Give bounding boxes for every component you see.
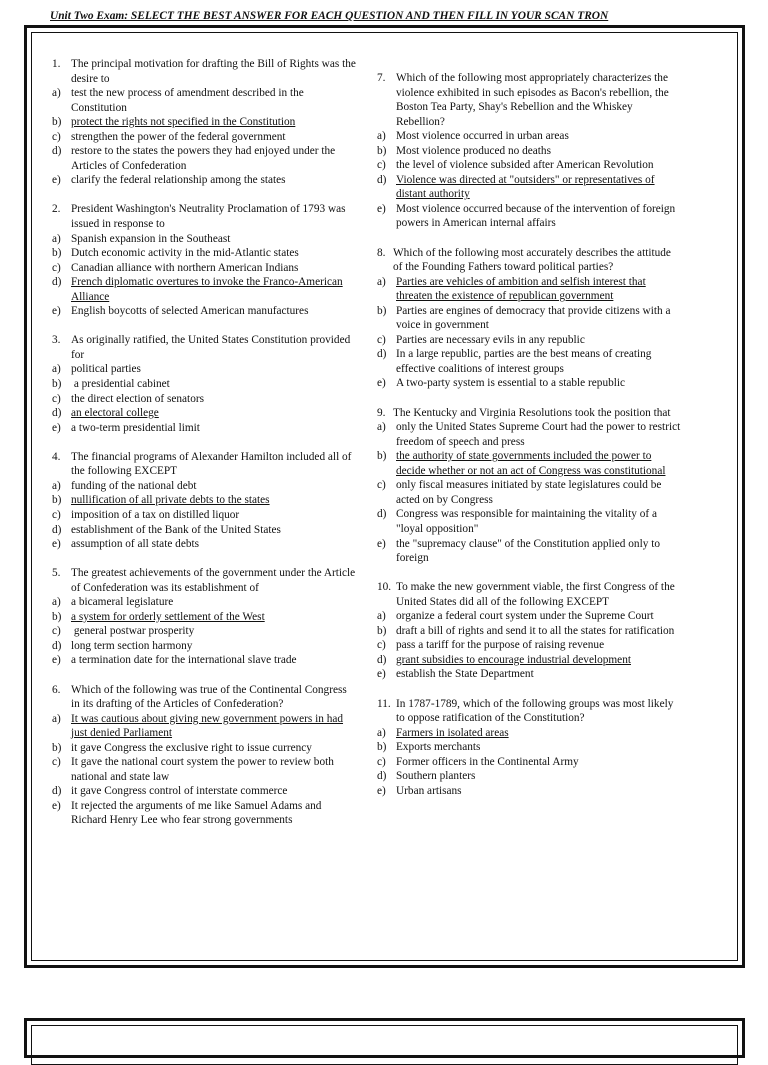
question-stem: Which of the following most appropriately characterizes the violence exhibited in such episodes as Bacon's rebellion, the Boston Tea Party, Shay's Rebellion and the Whiskey Rebellion? xyxy=(396,72,669,128)
question-2 xyxy=(52,202,358,318)
underlined-answer: French diplomatic overtures to invoke the Franco-American Alliance xyxy=(71,276,343,303)
question-9 xyxy=(377,406,683,566)
option-d: d) In a large republic, parties are the best means of creating effective coalitions of interest groups xyxy=(377,348,652,375)
option-a: a) Most violence occurred in urban areas xyxy=(377,130,569,143)
question-number: 4. xyxy=(52,450,61,463)
question-1 xyxy=(52,57,358,188)
option-b: b) Dutch economic activity in the mid-Atlantic states xyxy=(52,247,299,260)
question-number: 10. xyxy=(377,581,392,594)
question-11 xyxy=(377,697,683,799)
option-a: a) Farmers in isolated areas xyxy=(377,726,509,739)
question-number: 7. xyxy=(377,72,386,84)
option-e: e) Most violence occurred because of the intervention of foreign powers in American internal affairs xyxy=(377,202,676,230)
option-e: e) English boycotts of selected American manufactures xyxy=(52,305,309,318)
question-number: 8. xyxy=(377,246,386,259)
option-a: a) Parties are vehicles of ambition and selfish interest that threaten the existence of republican government xyxy=(377,275,646,303)
option-a: a) It was cautious about giving new government powers in had just denied Parliament xyxy=(52,712,344,740)
underlined-answer: the authority of state governments included the power to decide whether or not an act of Congress was constitutional xyxy=(396,450,666,477)
question-number: 2. xyxy=(52,203,61,216)
option-c: c) strengthen the power of the federal government xyxy=(52,130,286,143)
option-c: c) only fiscal measures initiated by state legislatures could be acted on by Congress xyxy=(377,479,662,506)
option-d: d) establishment of the Bank of the United States xyxy=(52,523,281,536)
question-stem: The greatest achievements of the government under the Article of Confederation was its establishment of xyxy=(71,567,356,594)
option-b: b) protect the rights not specified in the Constitution xyxy=(52,116,296,129)
underlined-answer: It was cautious about giving new government powers in had just denied Parliament xyxy=(71,712,344,740)
option-b: b) a system for orderly settlement of the West xyxy=(52,610,265,623)
question-stem: The financial programs of Alexander Hamilton included all of the following EXCEPT xyxy=(71,450,352,478)
option-a: a) funding of the national debt xyxy=(52,479,197,492)
option-e: e) assumption of all state debts xyxy=(52,538,200,551)
option-d: d) Violence was directed at "outsiders" or representatives of distant authority xyxy=(377,173,655,201)
option-a: a) only the United States Supreme Court had the power to restrict freedom of speech and press xyxy=(377,421,681,448)
question-stem: The principal motivation for drafting the Bill of Rights was the desire to xyxy=(71,58,356,85)
question-stem: As originally ratified, the United States Constitution provided for xyxy=(71,334,351,361)
question-stem: Which of the following was true of the Continental Congress in its drafting of the Articles of Confederation? xyxy=(71,683,347,711)
option-d: d) French diplomatic overtures to invoke the Franco-American Alliance xyxy=(52,276,343,303)
exam-header: Unit Two Exam: SELECT THE BEST ANSWER FOR EACH QUESTION AND THEN FILL IN YOUR SCAN TRON xyxy=(50,10,609,22)
option-c: c) Canadian alliance with northern American Indians xyxy=(52,261,299,274)
option-d: d) long term section harmony xyxy=(52,639,193,652)
question-6 xyxy=(52,683,358,828)
option-d: d) Southern planters xyxy=(377,770,476,783)
option-e: e) establish the State Department xyxy=(377,668,534,681)
option-d: d) it gave Congress control of interstate commerce xyxy=(52,785,288,798)
option-d: d) restore to the states the powers they had enjoyed under the Articles of Confederation xyxy=(52,145,336,172)
question-10 xyxy=(377,580,683,682)
option-d: d) grant subsidies to encourage industrial development xyxy=(377,653,631,666)
question-stem: In 1787-1789, which of the following groups was most likely to oppose ratification of the Constitution? xyxy=(396,697,674,725)
option-e: e) a two-term presidential limit xyxy=(52,421,200,434)
option-a: a) Spanish expansion in the Southeast xyxy=(52,232,231,245)
option-b: b) a presidential cabinet xyxy=(52,378,170,391)
option-c: c) pass a tariff for the purpose of raising revenue xyxy=(377,639,605,652)
underlined-answer: Parties are vehicles of ambition and selfish interest that threaten the existence of republican government xyxy=(396,275,646,303)
left-column xyxy=(52,57,358,843)
question-stem: To make the new government viable, the first Congress of the United States did all of the following EXCEPT xyxy=(396,581,675,608)
option-c: c) general postwar prosperity xyxy=(52,625,195,638)
option-c: c) Former officers in the Continental Army xyxy=(377,755,579,768)
underlined-answer: Violence was directed at "outsiders" or representatives of distant authority xyxy=(396,173,655,201)
option-c: c) the level of violence subsided after American Revolution xyxy=(377,159,654,172)
underlined-answer: nullification of all private debts to the states xyxy=(71,494,270,507)
option-e: e) the "supremacy clause" of the Constitution applied only to foreign xyxy=(377,537,660,565)
question-8 xyxy=(377,246,683,391)
option-e: e) A two-party system is essential to a stable republic xyxy=(377,377,626,390)
next-page-border-inner xyxy=(31,1025,738,1065)
option-b: b) nullification of all private debts to the states xyxy=(52,494,270,507)
question-number: 5. xyxy=(52,567,61,580)
question-4 xyxy=(52,450,358,552)
option-e: e) a termination date for the international slave trade xyxy=(52,654,297,667)
question-5 xyxy=(52,566,358,668)
option-b: b) Exports merchants xyxy=(377,741,481,754)
underlined-answer: protect the rights not specified in the Constitution xyxy=(71,116,296,129)
underlined-answer: Farmers in isolated areas xyxy=(396,726,509,739)
option-b: b) the authority of state governments included the power to decide whether or not an act of Congress was constitutional xyxy=(377,450,666,477)
option-a: a) political parties xyxy=(52,363,141,376)
question-number: 6. xyxy=(52,683,61,696)
question-7 xyxy=(377,71,683,231)
option-d: d) an electoral college xyxy=(52,407,159,420)
question-number: 11. xyxy=(377,697,391,710)
option-c: c) imposition of a tax on distilled liquor xyxy=(52,508,240,521)
option-b: b) Most violence produced no deaths xyxy=(377,144,551,157)
option-b: b) draft a bill of rights and send it to all the states for ratification xyxy=(377,624,675,637)
right-column xyxy=(377,71,683,813)
option-d: d) Congress was responsible for maintaining the vitality of a "loyal opposition" xyxy=(377,508,658,535)
question-number: 1. xyxy=(52,58,61,70)
question-3 xyxy=(52,333,358,435)
option-a: a) a bicameral legislature xyxy=(52,596,174,609)
underlined-answer: a system for orderly settlement of the West xyxy=(71,610,265,623)
question-number: 9. xyxy=(377,406,386,419)
option-a: a) organize a federal court system under the Supreme Court xyxy=(377,610,654,623)
question-stem: President Washington's Neutrality Proclamation of 1793 was issued in response to xyxy=(71,203,346,231)
option-e: e) clarify the federal relationship among the states xyxy=(52,174,286,187)
option-e: e) Urban artisans xyxy=(377,784,462,797)
question-number: 3. xyxy=(52,334,61,347)
question-stem: Which of the following most accurately describes the attitude of the Founding Fathers toward political parties? xyxy=(393,246,671,274)
option-b: b) it gave Congress the exclusive right to issue currency xyxy=(52,741,312,754)
underlined-answer: grant subsidies to encourage industrial development xyxy=(396,653,631,666)
option-c: c) It gave the national court system the power to review both national and state law xyxy=(52,756,334,783)
option-a: a) test the new process of amendment described in the Constitution xyxy=(52,87,304,114)
question-stem: The Kentucky and Virginia Resolutions took the position that xyxy=(393,406,671,419)
option-b: b) Parties are engines of democracy that provide citizens with a voice in government xyxy=(377,304,671,332)
option-c: c) Parties are necessary evils in any republic xyxy=(377,333,585,346)
option-c: c) the direct election of senators xyxy=(52,392,204,405)
underlined-answer: an electoral college xyxy=(71,407,159,420)
option-e: e) It rejected the arguments of me like Samuel Adams and Richard Henry Lee who fear strong governments xyxy=(52,799,322,827)
